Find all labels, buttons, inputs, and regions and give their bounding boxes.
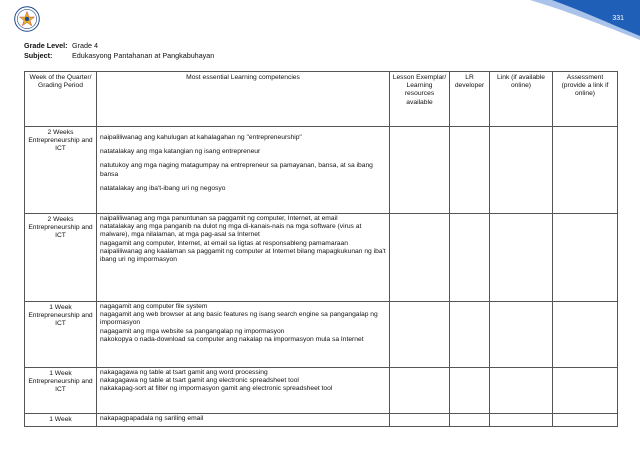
competency-item: naipaliliwanag ang mga panuntunan sa paggamit ng computer, Internet, at email	[100, 215, 338, 222]
table-row	[25, 368, 618, 414]
lesson-exemplar-cell	[390, 414, 450, 427]
lesson-exemplar-cell	[390, 127, 450, 214]
header-link: Link (if available online)	[490, 72, 553, 127]
table-row	[25, 214, 618, 302]
lr-developer-cell	[450, 214, 490, 302]
link-cell	[490, 302, 553, 368]
lesson-exemplar-cell	[390, 368, 450, 414]
table-header-row	[25, 72, 618, 127]
competency-item: natutukoy ang mga naging matagumpay na entrepreneur sa pamayanan, bansa, at sa ibang bansa	[100, 162, 373, 178]
competency-item: nakagagawa ng table at tsart gamit ang word processing	[100, 369, 268, 376]
week-cell: 1 Week Entrepreneurship and ICT	[25, 368, 97, 414]
week-cell: 2 Weeks Entrepreneurship and ICT	[25, 214, 97, 302]
week-cell: 2 Weeks Entrepreneurship and ICT	[25, 127, 97, 214]
assessment-cell	[553, 368, 618, 414]
week-cell: 1 Week	[25, 414, 97, 427]
competency-item: nakokopya o nada-download sa computer ang nakalap na impormasyon mula sa Internet	[100, 335, 364, 343]
page-number: 331	[612, 15, 624, 22]
competency-item: nagagamit ang computer, Internet, at email sa ligtas at responsableng pamamaraan	[100, 239, 348, 247]
competency-item: naipaliliwanag ang kahulugan at kahalagahan ng "entrepreneurship"	[100, 134, 302, 141]
competency-cell	[97, 127, 390, 214]
competency-item: nakapagpapadala ng sariling email	[100, 415, 204, 422]
competency-cell	[97, 414, 390, 427]
competency-item: naipaliliwanag ang kaalaman sa paggamit ng computer at Internet bilang mapagkukunan ng iba't ibang uri ng impormasyon	[100, 247, 386, 264]
competency-item: nakagagawa ng table at tsart gamit ang electronic spreadsheet tool	[100, 377, 299, 385]
lesson-exemplar-cell	[390, 214, 450, 302]
table-row	[25, 414, 618, 427]
lr-developer-cell	[450, 414, 490, 427]
competencies-table	[24, 71, 618, 427]
link-cell	[490, 214, 553, 302]
assessment-cell	[553, 127, 618, 214]
competency-item: nagagamit ang web browser at ang basic features ng isang search engine sa pangangalap ng impormasyon	[100, 311, 378, 327]
week-cell: 1 Week Entrepreneurship and ICT	[25, 302, 97, 368]
grade-level-value: Grade 4	[72, 41, 98, 50]
lr-developer-cell	[450, 368, 490, 414]
header-competencies: Most essential Learning competencies	[97, 72, 390, 127]
competency-item: nakakapag-sort at filter ng impormasyon gamit ang electronic spreadsheet tool	[100, 385, 333, 393]
table-row	[25, 127, 618, 214]
deped-seal-logo	[14, 6, 40, 32]
competency-item: natatalakay ang iba't-ibang uri ng negosyo	[100, 184, 226, 192]
table-row	[25, 302, 618, 368]
subject-label: Subject:	[24, 50, 53, 60]
grade-level-label: Grade Level:	[24, 41, 68, 50]
competency-cell	[97, 214, 390, 302]
link-cell	[490, 414, 553, 427]
header-lr-developer: LR developer	[450, 72, 490, 127]
competency-cell	[97, 368, 390, 414]
header-lesson-exemplar: Lesson Exemplar/ Learning resources available	[390, 72, 450, 127]
header-week: Week of the Quarter/ Grading Period	[25, 72, 97, 127]
competency-item: nagagamit ang mga website sa pangangalap ng impormasyon	[100, 327, 285, 335]
assessment-cell	[553, 414, 618, 427]
competency-item: natatalakay ang mga panganib na dulot ng mga di-kanais-nais na mga software (virus at malware), mga nilalaman, at mga pag-asal sa Internet	[100, 223, 362, 239]
lr-developer-cell	[450, 302, 490, 368]
link-cell	[490, 127, 553, 214]
competency-item: natatalakay ang mga katangian ng isang entrepreneur	[100, 148, 261, 156]
assessment-cell	[553, 302, 618, 368]
competency-item: nagagamit ang computer file system	[100, 303, 208, 310]
subject-value: Edukasyong Pantahanan at Pangkabuhayan	[72, 50, 215, 60]
link-cell	[490, 368, 553, 414]
assessment-cell	[553, 214, 618, 302]
lr-developer-cell	[450, 127, 490, 214]
document-header	[24, 41, 214, 60]
lesson-exemplar-cell	[390, 302, 450, 368]
header-assessment: Assessment (provide a link if online)	[553, 72, 618, 127]
competency-cell	[97, 302, 390, 368]
